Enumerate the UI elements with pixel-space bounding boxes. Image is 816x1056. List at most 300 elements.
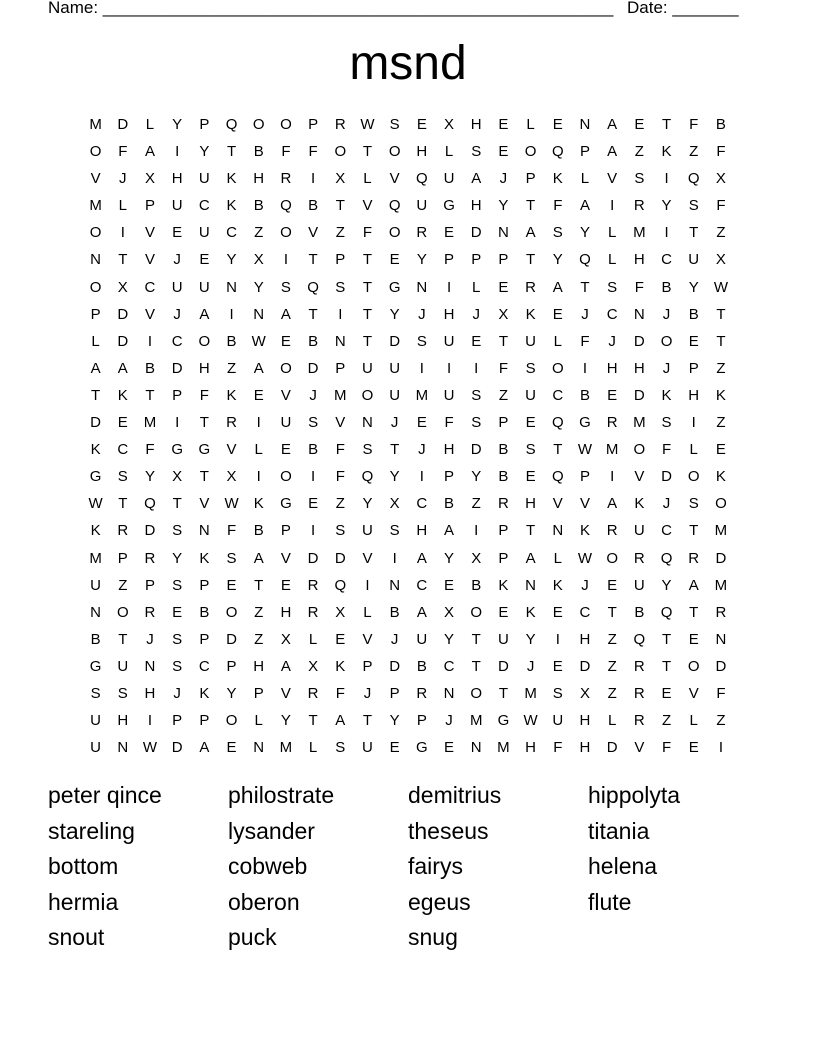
grid-letter: U [90, 576, 102, 594]
grid-letter: J [119, 170, 127, 188]
grid-letter: X [117, 278, 128, 296]
grid-letter: U [280, 414, 292, 432]
grid-letter: G [388, 278, 401, 296]
grid-letter: E [444, 739, 455, 757]
grid-letter: A [280, 657, 291, 675]
grid-letter: V [280, 386, 291, 404]
grid-letter: P [416, 712, 427, 730]
grid-letter: W [523, 712, 538, 730]
grid-letter: I [365, 576, 370, 594]
grid-letter: T [308, 712, 318, 730]
grid-letter: U [443, 332, 455, 350]
grid-letter: I [419, 468, 424, 486]
grid-letter: E [688, 630, 699, 648]
grid-letter: W [577, 549, 593, 567]
grid-letter: L [308, 739, 318, 757]
grid-letter: F [689, 116, 699, 133]
word-list-item: philostrate [228, 782, 335, 808]
grid-letter: E [498, 116, 509, 133]
grid-letter: F [199, 386, 209, 404]
grid-letter: K [199, 684, 210, 702]
grid-letter: H [633, 251, 645, 269]
grid-letter: Z [254, 603, 264, 621]
grid-letter: K [90, 441, 101, 459]
grid-letter: D [606, 739, 618, 757]
grid-letter: N [226, 278, 237, 296]
grid-letter: P [308, 116, 319, 133]
grid-letter: Y [172, 116, 183, 133]
grid-letter: J [146, 630, 154, 648]
grid-letter: R [416, 684, 428, 702]
grid-letter: M [334, 386, 347, 404]
grid-letter: Y [389, 305, 400, 323]
grid-letter: T [362, 712, 373, 730]
grid-letter: P [335, 251, 346, 269]
word-list-item: helena [588, 853, 658, 879]
grid-letter: P [498, 251, 509, 269]
grid-letter: B [253, 143, 264, 161]
word-list-item: puck [228, 924, 277, 950]
grid-letter: P [688, 359, 699, 377]
grid-letter: K [226, 170, 237, 188]
grid-letter: V [362, 197, 373, 215]
grid-letter: E [715, 441, 726, 459]
grid-letter: E [416, 116, 427, 133]
grid-letter: S [117, 684, 128, 702]
grid-letter: X [280, 630, 291, 648]
grid-letter: F [308, 143, 318, 161]
grid-letter: T [362, 305, 373, 323]
grid-letter: V [144, 305, 155, 323]
grid-letter: Y [688, 278, 699, 296]
grid-letter: B [471, 576, 482, 594]
grid-letter: H [280, 603, 292, 621]
grid-letter: B [308, 332, 319, 350]
grid-letter: E [688, 332, 699, 350]
grid-letter: Q [334, 576, 347, 594]
grid-letter: T [580, 278, 590, 296]
grid-letter: G [89, 657, 102, 675]
grid-letter: Z [607, 630, 617, 648]
grid-letter: K [552, 170, 563, 188]
grid-letter: U [443, 170, 455, 188]
grid-letter: L [363, 170, 372, 188]
grid-letter: L [254, 712, 263, 730]
word-list-item: demitrius [408, 782, 502, 808]
grid-letter: U [688, 251, 700, 269]
grid-letter: K [661, 143, 672, 161]
grid-letter: F [226, 522, 237, 540]
grid-letter: T [471, 630, 481, 648]
grid-letter: G [579, 414, 591, 432]
word-list-item: oberon [228, 888, 300, 915]
grid-letter: I [175, 143, 180, 161]
grid-letter: E [335, 630, 346, 648]
grid-letter: E [607, 576, 618, 594]
grid-letter: J [418, 441, 426, 459]
grid-letter: U [416, 630, 428, 648]
grid-letter: M [633, 414, 646, 432]
word-list [48, 778, 768, 956]
grid-letter: D [171, 739, 183, 757]
grid-letter: F [335, 468, 345, 486]
grid-letter: P [172, 712, 183, 730]
grid-letter: O [334, 143, 347, 161]
grid-letter: K [117, 386, 128, 404]
grid-letter: O [524, 143, 537, 161]
grid-letter: E [280, 441, 291, 459]
grid-letter: N [389, 576, 401, 594]
grid-letter: Y [525, 630, 536, 648]
grid-letter: X [335, 170, 346, 188]
grid-letter: H [579, 739, 591, 757]
grid-letter: E [389, 739, 400, 757]
grid-letter: U [198, 170, 210, 188]
grid-letter: K [90, 522, 101, 540]
grid-letter: D [633, 386, 645, 404]
grid-letter: E [280, 332, 291, 350]
grid-letter: I [691, 414, 696, 432]
grid-letter: O [361, 386, 374, 404]
grid-letter: I [147, 712, 153, 730]
grid-letter: G [198, 441, 211, 459]
grid-letter: O [470, 684, 483, 702]
grid-letter: Q [144, 495, 156, 513]
grid-letter: A [552, 278, 563, 296]
grid-letter: Z [716, 359, 726, 377]
grid-letter: R [280, 170, 292, 188]
grid-letter: T [689, 603, 699, 621]
date-field[interactable]: Date: _______ [627, 0, 739, 17]
word-list-item: theseus [408, 817, 489, 844]
grid-letter: P [579, 143, 590, 161]
grid-letter: X [444, 116, 455, 133]
grid-letter: H [525, 739, 537, 757]
grid-letter: N [117, 739, 129, 757]
grid-letter: J [526, 657, 535, 675]
word-list-item: titania [588, 817, 650, 844]
grid-letter: I [338, 305, 343, 323]
grid-letter: Q [660, 603, 673, 621]
grid-letter: I [175, 414, 180, 432]
grid-letter: O [633, 441, 646, 459]
grid-letter: G [280, 495, 292, 513]
grid-letter: A [117, 359, 128, 377]
grid-letter: E [607, 386, 618, 404]
grid-letter: Y [226, 251, 237, 269]
grid-letter: S [90, 684, 101, 702]
grid-letter: T [362, 143, 373, 161]
grid-letter: J [662, 495, 671, 513]
grid-letter: R [226, 414, 237, 432]
grid-letter: E [498, 143, 509, 161]
word-list-item: hippolyta [588, 782, 681, 808]
grid-letter: Y [552, 251, 563, 269]
grid-letter: V [90, 170, 101, 188]
grid-letter: N [470, 739, 482, 757]
grid-letter: T [254, 576, 264, 594]
grid-letter: G [497, 712, 510, 730]
grid-letter: B [253, 197, 264, 215]
grid-letter: T [199, 468, 209, 486]
grid-letter: O [551, 359, 564, 377]
grid-letter: Q [280, 197, 292, 215]
grid-letter: M [143, 414, 157, 432]
grid-letter: T [661, 657, 672, 675]
grid-letter: H [117, 712, 129, 730]
grid-letter: E [416, 414, 427, 432]
grid-letter: O [687, 657, 700, 675]
grid-letter: O [388, 143, 401, 161]
grid-letter: K [226, 386, 237, 404]
grid-letter: S [661, 414, 672, 432]
grid-letter: J [472, 305, 480, 323]
word-list-item: stareling [48, 817, 135, 844]
grid-letter: A [416, 549, 427, 567]
grid-letter: O [225, 712, 238, 730]
grid-letter: L [607, 712, 617, 730]
grid-letter: U [633, 576, 645, 594]
grid-letter: B [444, 495, 455, 513]
grid-letter: C [579, 603, 591, 621]
grid-letter: S [362, 441, 373, 459]
word-list-item: lysander [228, 817, 315, 844]
grid-letter: E [688, 739, 699, 757]
grid-letter: S [117, 468, 128, 486]
grid-letter: E [552, 657, 563, 675]
grid-letter: Y [579, 224, 590, 242]
grid-letter: Y [444, 549, 455, 567]
grid-letter: J [390, 414, 399, 432]
grid-letter: S [172, 576, 183, 594]
grid-letter: R [606, 522, 618, 540]
grid-letter: E [172, 603, 183, 621]
grid-letter: T [689, 224, 699, 242]
grid-letter: S [226, 549, 237, 567]
grid-letter: U [362, 359, 373, 377]
grid-letter: F [281, 143, 291, 161]
grid-letter: N [90, 251, 102, 269]
grid-letter: U [198, 278, 210, 296]
grid-letter: M [469, 712, 483, 730]
grid-letter: D [171, 359, 183, 377]
grid-letter: T [607, 603, 617, 621]
grid-letter: K [253, 495, 264, 513]
grid-letter: B [389, 603, 400, 621]
grid-letter: O [89, 143, 102, 161]
grid-letter: K [715, 468, 726, 486]
grid-letter: A [525, 224, 536, 242]
grid-letter: O [252, 116, 265, 133]
grid-letter: C [198, 657, 210, 675]
grid-letter: T [716, 332, 726, 350]
grid-letter: G [443, 197, 455, 215]
grid-letter: H [470, 116, 482, 133]
grid-letter: S [172, 522, 183, 540]
grid-letter: D [307, 359, 319, 377]
grid-letter: I [256, 414, 261, 432]
grid-letter: M [89, 197, 102, 215]
grid-letter: L [607, 251, 617, 269]
grid-letter: F [716, 197, 726, 215]
grid-letter: L [308, 630, 318, 648]
grid-letter: L [689, 441, 698, 459]
grid-letter: J [418, 305, 426, 323]
grid-letter: X [715, 251, 726, 269]
grid-letter: O [225, 603, 238, 621]
grid-letter: D [633, 332, 645, 350]
grid-letter: R [307, 576, 319, 594]
grid-letter: I [120, 224, 125, 242]
grid-letter: R [416, 224, 428, 242]
grid-letter: V [634, 739, 645, 757]
grid-letter: O [660, 332, 673, 350]
grid-letter: T [145, 386, 155, 404]
grid-letter: A [444, 522, 455, 540]
grid-letter: T [362, 278, 373, 296]
grid-letter: F [362, 224, 373, 242]
grid-letter: I [283, 251, 288, 269]
grid-letter: X [471, 549, 482, 567]
grid-letter: O [687, 468, 700, 486]
grid-letter: T [172, 495, 182, 513]
grid-letter: E [308, 495, 319, 513]
grid-letter: Z [471, 495, 481, 513]
grid-letter: P [199, 712, 210, 730]
grid-letter: M [633, 224, 646, 242]
grid-letter: F [580, 332, 590, 350]
grid-letter: D [144, 522, 156, 540]
grid-letter: R [606, 414, 618, 432]
grid-letter: U [416, 197, 428, 215]
grid-letter: C [661, 522, 672, 540]
grid-letter: Y [280, 712, 291, 730]
grid-letter: D [226, 630, 237, 648]
grid-letter: T [118, 630, 128, 648]
grid-letter: P [498, 549, 509, 567]
grid-letter: S [471, 143, 482, 161]
grid-letter: V [335, 414, 346, 432]
grid-letter: J [581, 576, 589, 594]
grid-letter: S [308, 414, 319, 432]
grid-letter: F [716, 143, 726, 161]
grid-letter: L [254, 441, 263, 459]
grid-letter: N [253, 305, 265, 323]
grid-letter: M [714, 576, 728, 594]
grid-letter: R [525, 278, 537, 296]
grid-letter: L [145, 116, 155, 133]
grid-letter: H [525, 495, 537, 513]
grid-letter: R [633, 657, 645, 675]
grid-letter: L [444, 143, 454, 161]
grid-letter: P [444, 251, 455, 269]
grid-letter: D [715, 657, 727, 675]
grid-letter: Z [607, 657, 617, 675]
grid-letter: A [525, 549, 536, 567]
grid-letter: M [497, 739, 510, 757]
grid-letter: B [579, 386, 590, 404]
grid-letter: Z [226, 359, 237, 377]
grid-letter: V [308, 224, 319, 242]
grid-letter: Z [498, 386, 508, 404]
grid-letter: N [552, 522, 564, 540]
grid-letter: M [89, 549, 102, 567]
grid-letter: W [713, 278, 728, 296]
grid-letter: P [444, 468, 455, 486]
grid-letter: E [444, 224, 455, 242]
grid-letter: W [360, 116, 375, 133]
grid-letter: F [118, 143, 128, 161]
grid-letter: U [633, 522, 645, 540]
grid-letter: K [715, 386, 726, 404]
grid-letter: T [553, 441, 563, 459]
grid-letter: I [311, 522, 316, 540]
grid-letter: Y [416, 251, 427, 269]
grid-letter: H [579, 712, 591, 730]
grid-letter: T [716, 305, 726, 323]
grid-letter: S [552, 684, 563, 702]
grid-letter: E [172, 224, 183, 242]
grid-letter: S [688, 197, 699, 215]
word-list-item: snout [48, 924, 105, 950]
grid-letter: L [553, 549, 562, 567]
grid-letter: B [253, 522, 264, 540]
grid-letter: D [715, 549, 727, 567]
grid-letter: U [552, 712, 564, 730]
grid-letter: I [664, 224, 669, 242]
grid-letter: X [335, 603, 346, 621]
grid-letter: E [444, 576, 455, 594]
grid-letter: U [90, 712, 102, 730]
grid-letter: N [90, 603, 102, 621]
grid-letter: Z [634, 143, 644, 161]
grid-letter: E [661, 684, 672, 702]
grid-letter: S [416, 332, 427, 350]
grid-letter: C [552, 386, 564, 404]
grid-letter: V [389, 170, 400, 188]
grid-letter: A [253, 549, 264, 567]
name-field[interactable]: Name: ______________________________________________________ [48, 0, 614, 17]
grid-letter: Z [335, 224, 345, 242]
grid-letter: T [498, 332, 508, 350]
grid-letter: C [606, 305, 618, 323]
grid-letter: J [309, 386, 317, 404]
grid-letter: Z [335, 495, 345, 513]
grid-letter: J [499, 170, 508, 188]
word-list-item: hermia [48, 888, 119, 915]
grid-letter: A [579, 197, 590, 215]
grid-letter: X [498, 305, 509, 323]
grid-letter: Z [254, 630, 264, 648]
grid-letter: J [363, 684, 372, 702]
grid-letter: D [117, 116, 129, 133]
grid-letter: B [661, 278, 672, 296]
grid-letter: D [579, 657, 591, 675]
grid-letter: G [171, 441, 183, 459]
grid-letter: Q [551, 414, 564, 432]
grid-letter: A [253, 359, 264, 377]
grid-letter: V [226, 441, 237, 459]
page-title: msnd [349, 37, 467, 90]
grid-letter: C [443, 657, 455, 675]
grid-letter: B [715, 116, 726, 133]
grid-letter: Z [716, 224, 726, 242]
grid-letter: A [688, 576, 699, 594]
grid-letter: Y [661, 576, 672, 594]
grid-letter: N [715, 630, 727, 648]
grid-letter: N [579, 116, 591, 133]
grid-letter: I [311, 170, 316, 188]
